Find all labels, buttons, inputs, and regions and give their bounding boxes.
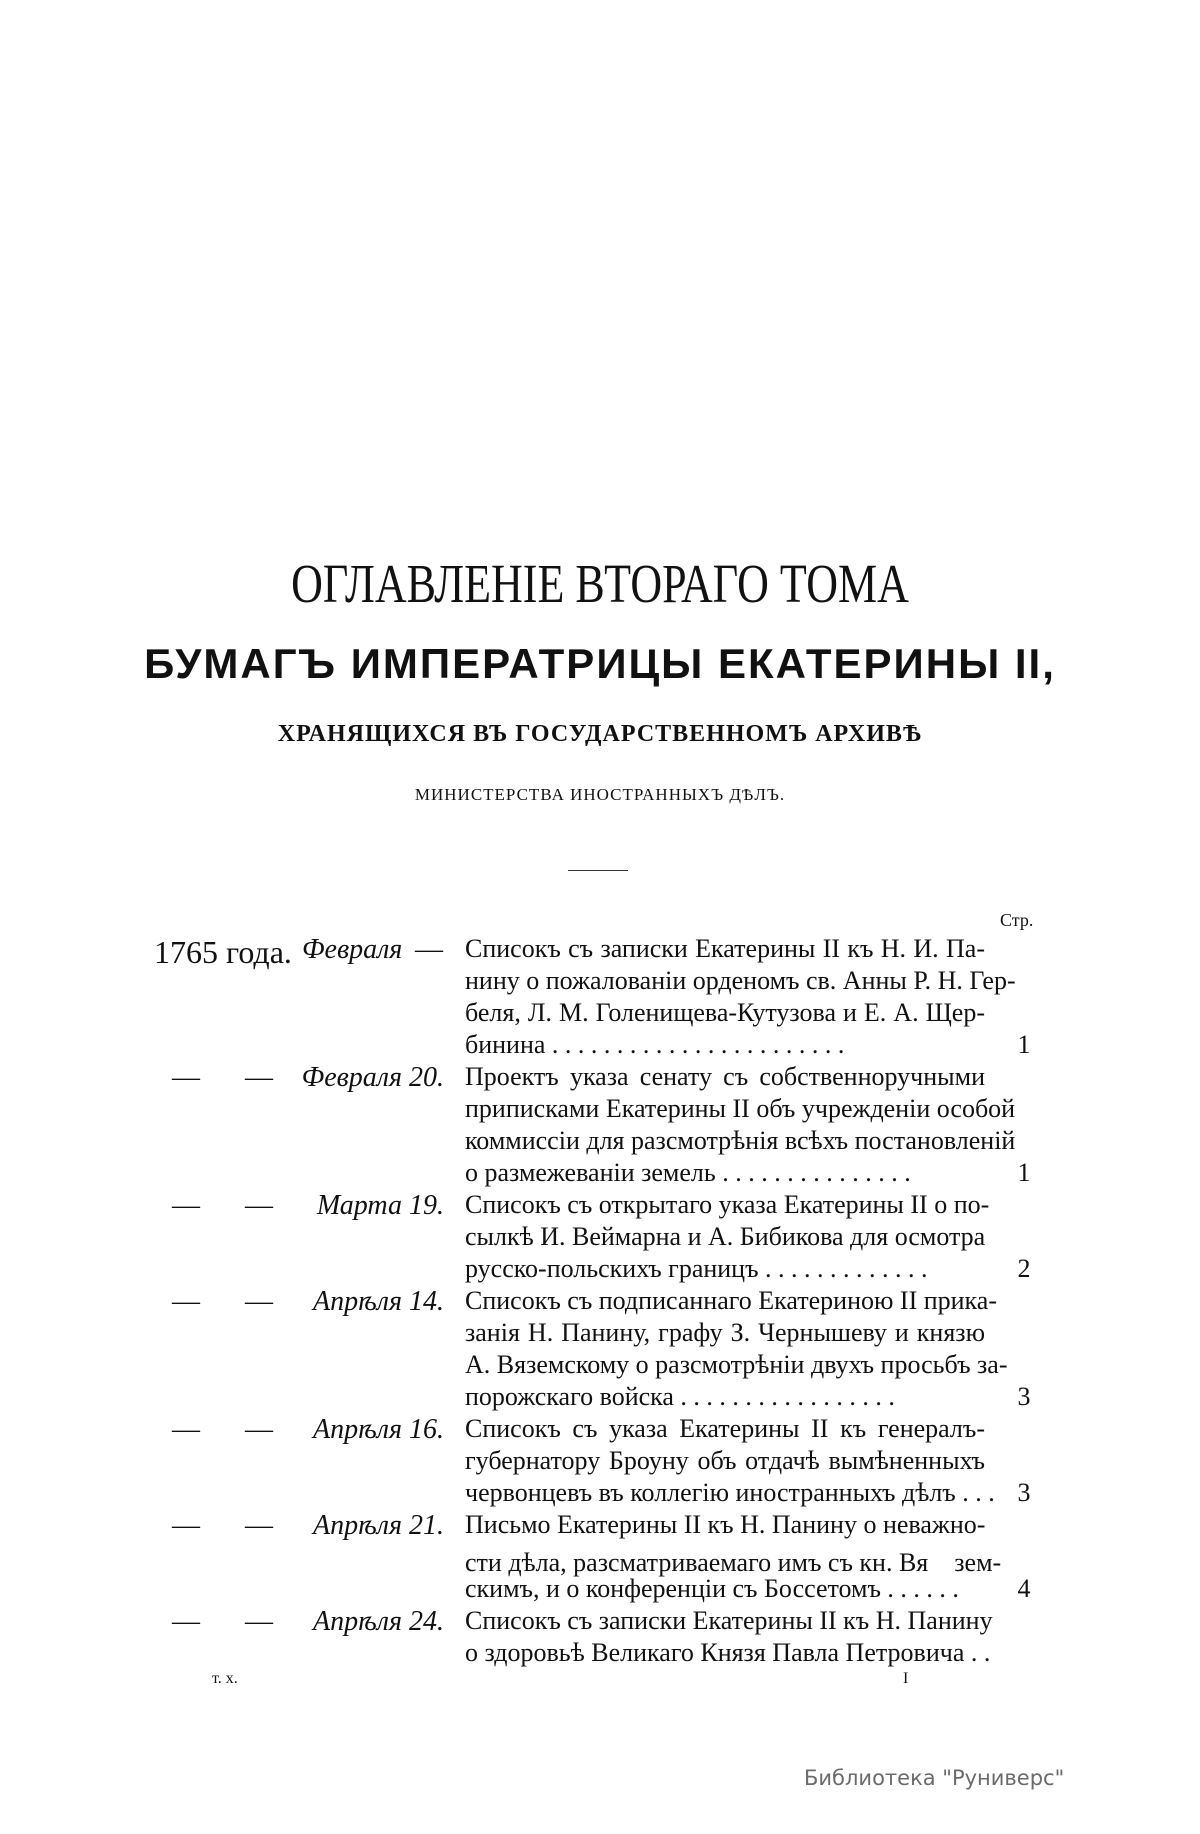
title-subheading: ХРАНЯЩИХСЯ ВЪ ГОСУДАРСТВЕННОМЪ АРХИВѢ xyxy=(277,721,923,747)
entry-page-number: 3 xyxy=(1017,1478,1031,1507)
entry-dash: — xyxy=(172,1606,200,1637)
entry-date: Февраля 20. xyxy=(301,1062,444,1093)
entry-description-line: о здоровьѣ Великаго Князя Павла Петровича . . xyxy=(465,1638,991,1667)
toc-entry-line xyxy=(0,998,1200,1032)
toc-entry-line xyxy=(0,1542,1200,1576)
toc-entry-line xyxy=(0,1158,1200,1192)
toc-entry-line xyxy=(0,1318,1200,1352)
toc-entry-line xyxy=(0,1446,1200,1480)
entry-dash: — xyxy=(172,1510,200,1541)
title-subheading-ministry: МИНИСТЕРСТВА ИНОСТРАННЫХЪ ДѢЛЪ. xyxy=(414,785,786,804)
entry-dash: — xyxy=(245,1510,273,1541)
sheet-signature: I xyxy=(903,1670,909,1687)
entry-page-number: 1 xyxy=(1017,1030,1031,1059)
toc-entry-line xyxy=(0,966,1200,1000)
entry-description-line: бинина . . . . . . . . . . . . . . . . . . . . . . . xyxy=(465,1030,845,1059)
toc-entry-line xyxy=(0,1254,1200,1288)
entry-description-line: Списокъ съ открытаго указа Екатерины II о по- xyxy=(465,1190,990,1219)
toc-entry-line xyxy=(0,1414,1200,1448)
toc-entry-line xyxy=(0,1606,1200,1640)
entry-description-line: беля, Л. М. Голенищева-Кутузова и Е. А. Щер- xyxy=(465,998,985,1027)
entry-description-line: Списокъ съ записки Екатерины II къ Н. И. Па- xyxy=(465,934,985,963)
entry-description-line: порожскаго войска . . . . . . . . . . . . . . . . . xyxy=(465,1382,895,1411)
entry-description-line: А. Вяземскому о разсмотрѣніи двухъ просьбъ за- xyxy=(465,1350,1008,1379)
entry-date: Марта 19. xyxy=(316,1190,444,1221)
entry-description-line: занія Н. Панину, графу З. Чернышеву и князю xyxy=(465,1318,985,1347)
volume-signature: т. х. xyxy=(212,1670,238,1687)
entry-description-line: Проектъ указа сенату съ собственноручными xyxy=(465,1062,985,1091)
entry-description-line: губернатору Броуну объ отдачѣ вымѣненныхъ xyxy=(465,1446,985,1475)
entry-dash: — xyxy=(172,1190,200,1221)
toc-entry-line xyxy=(0,1382,1200,1416)
page-column-label: Стр. xyxy=(1000,910,1034,930)
entry-description-line: приписками Екатерины II объ учрежденіи особой xyxy=(465,1094,1016,1123)
entry-description-line: скимъ, и о конференціи съ Боссетомъ . . . . . . xyxy=(465,1574,959,1603)
toc-entry-line xyxy=(0,1222,1200,1256)
toc-entry-line xyxy=(0,1126,1200,1160)
entry-page-number: 2 xyxy=(1017,1254,1031,1283)
title-divider xyxy=(568,870,628,871)
entry-dash: — xyxy=(245,1062,273,1093)
entry-description-line: Списокъ съ подписаннаго Екатериною II прика- xyxy=(465,1286,997,1315)
entry-description-line: нину о пожалованіи орденомъ св. Анны Р. Н. Гер- xyxy=(465,966,1016,995)
entry-date: Апрѣля 21. xyxy=(312,1510,444,1541)
entry-dash: — xyxy=(245,1606,273,1637)
entry-page-number: 3 xyxy=(1017,1382,1031,1411)
entry-dash: — xyxy=(415,934,443,965)
entry-description-line: Списокъ съ указа Екатерины II къ генералъ- xyxy=(465,1414,985,1443)
entry-dash: — xyxy=(172,1062,200,1093)
entry-description-line: Списокъ съ записки Екатерины II къ Н. Панину xyxy=(465,1606,993,1635)
toc-entry-line xyxy=(0,934,1200,968)
entry-description-line: сти дѣла, разсматриваемаго имъ съ кн. Вя зем- xyxy=(465,1548,1002,1577)
entry-year: 1765 года. xyxy=(154,934,292,970)
toc-entry-line xyxy=(0,1350,1200,1384)
entry-date: Апрѣля 16. xyxy=(312,1414,444,1445)
entry-description-line: коммиссіи для разсмотрѣнія всѣхъ постановленій xyxy=(465,1126,1016,1155)
library-watermark: Библиотека "Руниверс" xyxy=(804,1766,1065,1790)
entry-description-line: червонцевъ въ коллегію иностранныхъ дѣлъ . . . xyxy=(465,1478,995,1507)
toc-entry-line xyxy=(0,1094,1200,1128)
toc-entry-line xyxy=(0,1030,1200,1064)
entry-month: Февраля xyxy=(302,934,403,965)
entry-dash: — xyxy=(172,1286,200,1317)
entry-date: Апрѣля 14. xyxy=(312,1286,444,1317)
entry-page-number: 4 xyxy=(1017,1574,1031,1603)
toc-entry-line xyxy=(0,1286,1200,1320)
toc-entry-line xyxy=(0,1510,1200,1544)
toc-entry-line xyxy=(0,1190,1200,1224)
entry-page-number: 1 xyxy=(1017,1158,1031,1187)
entry-dash: — xyxy=(245,1286,273,1317)
entry-description-line: Письмо Екатерины II къ Н. Панину о неважно- xyxy=(465,1510,986,1539)
toc-entry-line xyxy=(0,1638,1200,1672)
toc-entry-line xyxy=(0,1478,1200,1512)
title-bold-subheading: БУМАГЪ ИМПЕРАТРИЦЫ ЕКАТЕРИНЫ II, xyxy=(144,640,1056,687)
toc-entry-line xyxy=(0,1062,1200,1096)
page-title: ОГЛАВЛЕНІЕ ВТОРАГО ТОМА xyxy=(291,553,909,615)
entry-description-line: сылкѣ И. Веймарна и А. Бибикова для осмотра xyxy=(465,1222,986,1251)
entry-dash: — xyxy=(245,1190,273,1221)
entry-date: Апрѣля 24. xyxy=(312,1606,444,1637)
entry-dash: — xyxy=(172,1414,200,1445)
entry-description-line: русско-польскихъ границъ . . . . . . . . . . . . . xyxy=(465,1254,928,1283)
toc-entry-line xyxy=(0,1574,1200,1608)
entry-description-line: о размежеваніи земель . . . . . . . . . . . . . . . xyxy=(465,1158,911,1187)
entry-dash: — xyxy=(245,1414,273,1445)
